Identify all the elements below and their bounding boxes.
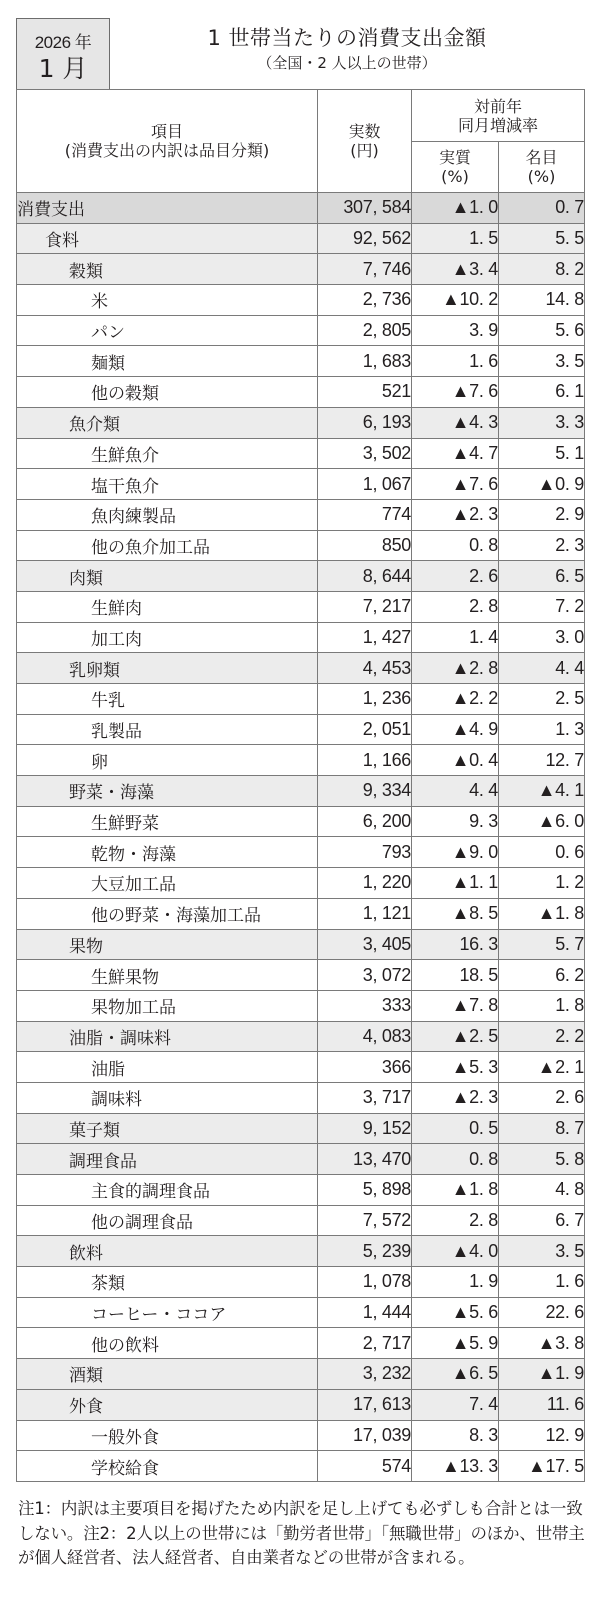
table-row (17, 315, 585, 346)
row-name: 魚介類 (17, 407, 318, 438)
table-row (17, 346, 585, 377)
table-row (17, 1328, 585, 1359)
table-row (17, 745, 585, 776)
row-amount: 1, 166 (318, 745, 412, 776)
table-body (17, 193, 585, 1482)
row-nominal-change: ▲1. 8 (499, 898, 585, 929)
header-yoy (412, 90, 585, 142)
date-year: 2026 年 (34, 33, 92, 52)
header-amount (318, 90, 412, 193)
row-amount: 3, 072 (318, 960, 412, 991)
table-row (17, 868, 585, 899)
row-name: 外食 (17, 1389, 318, 1420)
table-row (17, 1052, 585, 1083)
spending-table (16, 89, 585, 1482)
header-yoy-line1: 対前年 (474, 96, 523, 116)
row-real-change: ▲6. 5 (412, 1359, 499, 1390)
row-real-change: 7. 4 (412, 1389, 499, 1420)
table-row (17, 1297, 585, 1328)
row-real-change: 2. 8 (412, 1205, 499, 1236)
row-nominal-change: ▲0. 9 (499, 469, 585, 500)
row-real-change: ▲7. 8 (412, 990, 499, 1021)
table-row (17, 1236, 585, 1267)
row-real-change: ▲5. 9 (412, 1328, 499, 1359)
row-nominal-change: 1. 3 (499, 714, 585, 745)
table-row (17, 898, 585, 929)
row-nominal-change: 7. 2 (499, 591, 585, 622)
header-real-unit: (%) (441, 167, 469, 186)
title-block (110, 24, 584, 73)
row-real-change: ▲1. 0 (412, 193, 499, 224)
table-row (17, 1451, 585, 1482)
row-amount: 1, 078 (318, 1267, 412, 1298)
row-amount: 9, 152 (318, 1113, 412, 1144)
row-nominal-change: 4. 4 (499, 653, 585, 684)
table-row (17, 499, 585, 530)
row-real-change: 18. 5 (412, 960, 499, 991)
row-real-change: 9. 3 (412, 806, 499, 837)
page-subtitle: （全国・2 人以上の世帯） (257, 54, 437, 72)
table-row (17, 254, 585, 285)
row-nominal-change: 6. 2 (499, 960, 585, 991)
row-nominal-change: 8. 2 (499, 254, 585, 285)
row-real-change: 0. 5 (412, 1113, 499, 1144)
table-row (17, 193, 585, 224)
row-amount: 793 (318, 837, 412, 868)
table-row (17, 530, 585, 561)
header-amount-unit: (円) (350, 141, 379, 160)
row-amount: 1, 444 (318, 1297, 412, 1328)
row-nominal-change: 2. 9 (499, 499, 585, 530)
page-title: 1 世帯当たりの消費支出金額 (207, 26, 487, 50)
row-nominal-change: ▲17. 5 (499, 1451, 585, 1482)
row-amount: 3, 405 (318, 929, 412, 960)
row-name: 加工肉 (17, 622, 318, 653)
row-real-change: ▲2. 8 (412, 653, 499, 684)
row-amount: 2, 805 (318, 315, 412, 346)
row-name: 調味料 (17, 1082, 318, 1113)
table-row (17, 1205, 585, 1236)
row-amount: 333 (318, 990, 412, 1021)
row-nominal-change: 1. 8 (499, 990, 585, 1021)
row-real-change: ▲13. 3 (412, 1451, 499, 1482)
row-nominal-change: 3. 5 (499, 1236, 585, 1267)
row-amount: 7, 572 (318, 1205, 412, 1236)
header-item-label: 項目 (150, 122, 183, 141)
row-real-change: 1. 4 (412, 622, 499, 653)
header-item-sub: (消費支出の内訳は品目分類) (64, 141, 270, 160)
row-nominal-change: 3. 0 (499, 622, 585, 653)
table-row (17, 714, 585, 745)
table-row (17, 653, 585, 684)
row-name: 他の飲料 (17, 1328, 318, 1359)
row-amount: 307, 584 (318, 193, 412, 224)
date-month: 1 月 (38, 54, 88, 83)
row-real-change: 4. 4 (412, 776, 499, 807)
row-name: 米 (17, 285, 318, 316)
header-real-label: 実質 (438, 148, 471, 167)
row-name: 一般外食 (17, 1420, 318, 1451)
row-nominal-change: 1. 6 (499, 1267, 585, 1298)
row-name: 塩干魚介 (17, 469, 318, 500)
row-name: 野菜・海藻 (17, 776, 318, 807)
row-amount: 1, 236 (318, 684, 412, 715)
table-row (17, 1144, 585, 1175)
header-item (17, 90, 318, 193)
row-name: 魚肉練製品 (17, 499, 318, 530)
row-nominal-change: 14. 8 (499, 285, 585, 316)
row-real-change: ▲4. 3 (412, 407, 499, 438)
table-row (17, 990, 585, 1021)
row-real-change: ▲1. 1 (412, 868, 499, 899)
row-nominal-change: ▲2. 1 (499, 1052, 585, 1083)
row-amount: 2, 717 (318, 1328, 412, 1359)
header-nominal-unit: (%) (527, 167, 556, 186)
table-row (17, 1267, 585, 1298)
table-row (17, 837, 585, 868)
row-name: 生鮮肉 (17, 591, 318, 622)
row-name: コーヒー・ココア (17, 1297, 318, 1328)
row-amount: 92, 562 (318, 223, 412, 254)
table-row (17, 929, 585, 960)
row-nominal-change: ▲3. 8 (499, 1328, 585, 1359)
table-row (17, 1389, 585, 1420)
row-real-change: 8. 3 (412, 1420, 499, 1451)
table-row (17, 591, 585, 622)
row-name: 牛乳 (17, 684, 318, 715)
row-real-change: 3. 9 (412, 315, 499, 346)
row-amount: 850 (318, 530, 412, 561)
row-nominal-change: 2. 3 (499, 530, 585, 561)
row-real-change: 16. 3 (412, 929, 499, 960)
row-real-change: ▲2. 2 (412, 684, 499, 715)
row-name: 生鮮野菜 (17, 806, 318, 837)
row-nominal-change: 5. 8 (499, 1144, 585, 1175)
row-nominal-change: ▲4. 1 (499, 776, 585, 807)
table-row (17, 1175, 585, 1206)
row-amount: 1, 067 (318, 469, 412, 500)
row-real-change: ▲2. 3 (412, 1082, 499, 1113)
table-row (17, 1359, 585, 1390)
row-real-change: ▲2. 3 (412, 499, 499, 530)
row-nominal-change: 2. 2 (499, 1021, 585, 1052)
row-name: 他の調理食品 (17, 1205, 318, 1236)
row-amount: 4, 453 (318, 653, 412, 684)
header-real (412, 142, 499, 193)
row-amount: 2, 051 (318, 714, 412, 745)
row-name: 消費支出 (17, 193, 318, 224)
row-real-change: 1. 5 (412, 223, 499, 254)
row-amount: 7, 746 (318, 254, 412, 285)
row-name: 生鮮魚介 (17, 438, 318, 469)
row-real-change: ▲0. 4 (412, 745, 499, 776)
row-nominal-change: 0. 6 (499, 837, 585, 868)
row-real-change: ▲7. 6 (412, 377, 499, 408)
row-real-change: ▲8. 5 (412, 898, 499, 929)
row-nominal-change: 11. 6 (499, 1389, 585, 1420)
row-amount: 1, 220 (318, 868, 412, 899)
row-real-change: ▲10. 2 (412, 285, 499, 316)
row-amount: 9, 334 (318, 776, 412, 807)
row-amount: 2, 736 (318, 285, 412, 316)
row-amount: 8, 644 (318, 561, 412, 592)
row-name: 油脂 (17, 1052, 318, 1083)
table-row (17, 1420, 585, 1451)
row-name: 他の魚介加工品 (17, 530, 318, 561)
row-real-change: 0. 8 (412, 530, 499, 561)
row-real-change: ▲4. 7 (412, 438, 499, 469)
row-name: 主食的調理食品 (17, 1175, 318, 1206)
table-row (17, 622, 585, 653)
row-nominal-change: 4. 8 (499, 1175, 585, 1206)
row-amount: 366 (318, 1052, 412, 1083)
row-name: 麺類 (17, 346, 318, 377)
row-amount: 7, 217 (318, 591, 412, 622)
table-row (17, 223, 585, 254)
table-row (17, 684, 585, 715)
header-yoy-line2: 同月増減率 (458, 115, 539, 135)
row-nominal-change: 5. 1 (499, 438, 585, 469)
row-nominal-change: 3. 3 (499, 407, 585, 438)
row-amount: 17, 039 (318, 1420, 412, 1451)
row-real-change: ▲4. 0 (412, 1236, 499, 1267)
table-row (17, 1082, 585, 1113)
row-real-change: 2. 8 (412, 591, 499, 622)
row-amount: 521 (318, 377, 412, 408)
row-nominal-change: 5. 6 (499, 315, 585, 346)
table-row (17, 806, 585, 837)
row-name: 生鮮果物 (17, 960, 318, 991)
table-row (17, 960, 585, 991)
row-amount: 1, 427 (318, 622, 412, 653)
row-nominal-change: 8. 7 (499, 1113, 585, 1144)
table-row (17, 561, 585, 592)
row-real-change: ▲4. 9 (412, 714, 499, 745)
row-amount: 774 (318, 499, 412, 530)
row-nominal-change: ▲6. 0 (499, 806, 585, 837)
row-name: 果物加工品 (17, 990, 318, 1021)
row-nominal-change: 5. 5 (499, 223, 585, 254)
table-row (17, 377, 585, 408)
row-real-change: 1. 6 (412, 346, 499, 377)
row-real-change: ▲7. 6 (412, 469, 499, 500)
row-name: 穀類 (17, 254, 318, 285)
row-name: 油脂・調味料 (17, 1021, 318, 1052)
row-name: 乾物・海藻 (17, 837, 318, 868)
row-real-change: ▲1. 8 (412, 1175, 499, 1206)
row-amount: 3, 232 (318, 1359, 412, 1390)
row-nominal-change: 12. 9 (499, 1420, 585, 1451)
header-amount-label: 実数 (348, 122, 381, 141)
table-row (17, 285, 585, 316)
row-name: 菓子類 (17, 1113, 318, 1144)
row-amount: 1, 121 (318, 898, 412, 929)
row-amount: 3, 502 (318, 438, 412, 469)
row-name: パン (17, 315, 318, 346)
row-amount: 13, 470 (318, 1144, 412, 1175)
row-real-change: ▲5. 6 (412, 1297, 499, 1328)
header-nominal (499, 142, 585, 193)
date-box (16, 18, 110, 89)
row-name: 大豆加工品 (17, 868, 318, 899)
row-nominal-change: 3. 5 (499, 346, 585, 377)
row-name: 果物 (17, 929, 318, 960)
row-amount: 4, 083 (318, 1021, 412, 1052)
table-row (17, 469, 585, 500)
row-real-change: 1. 9 (412, 1267, 499, 1298)
row-name: 酒類 (17, 1359, 318, 1390)
table-row (17, 1021, 585, 1052)
row-amount: 5, 239 (318, 1236, 412, 1267)
row-amount: 1, 683 (318, 346, 412, 377)
row-name: 飲料 (17, 1236, 318, 1267)
row-real-change: 0. 8 (412, 1144, 499, 1175)
row-amount: 17, 613 (318, 1389, 412, 1420)
row-nominal-change: 6. 7 (499, 1205, 585, 1236)
row-nominal-change: 6. 1 (499, 377, 585, 408)
row-amount: 574 (318, 1451, 412, 1482)
row-nominal-change: 1. 2 (499, 868, 585, 899)
row-name: 他の穀類 (17, 377, 318, 408)
row-real-change: ▲2. 5 (412, 1021, 499, 1052)
row-nominal-change: ▲1. 9 (499, 1359, 585, 1390)
row-name: 肉類 (17, 561, 318, 592)
row-real-change: ▲9. 0 (412, 837, 499, 868)
header-nominal-label: 名目 (525, 148, 558, 167)
row-real-change: ▲5. 3 (412, 1052, 499, 1083)
row-nominal-change: 5. 7 (499, 929, 585, 960)
footnotes: 注1：内訳は主要項目を掲げたため内訳を足し上げても必ずしも合計とは一致しない。注2：2人以上の世帯には「勤労者世帯」「無職世帯」のほか、世帯主が個人経営者、法人経営者、自由業者などの世帯が含まれる。 (18, 1499, 585, 1567)
row-name: 学校給食 (17, 1451, 318, 1482)
row-name: 乳製品 (17, 714, 318, 745)
row-name: 他の野菜・海藻加工品 (17, 898, 318, 929)
row-nominal-change: 2. 5 (499, 684, 585, 715)
table-row (17, 407, 585, 438)
table-row (17, 776, 585, 807)
row-nominal-change: 12. 7 (499, 745, 585, 776)
row-name: 茶類 (17, 1267, 318, 1298)
row-amount: 3, 717 (318, 1082, 412, 1113)
row-name: 調理食品 (17, 1144, 318, 1175)
row-real-change: 2. 6 (412, 561, 499, 592)
table-row (17, 1113, 585, 1144)
table-row (17, 438, 585, 469)
row-name: 乳卵類 (17, 653, 318, 684)
row-real-change: ▲3. 4 (412, 254, 499, 285)
row-amount: 5, 898 (318, 1175, 412, 1206)
row-amount: 6, 200 (318, 806, 412, 837)
row-nominal-change: 22. 6 (499, 1297, 585, 1328)
row-amount: 6, 193 (318, 407, 412, 438)
row-nominal-change: 0. 7 (499, 193, 585, 224)
row-nominal-change: 6. 5 (499, 561, 585, 592)
row-name: 卵 (17, 745, 318, 776)
row-nominal-change: 2. 6 (499, 1082, 585, 1113)
row-name: 食料 (17, 223, 318, 254)
